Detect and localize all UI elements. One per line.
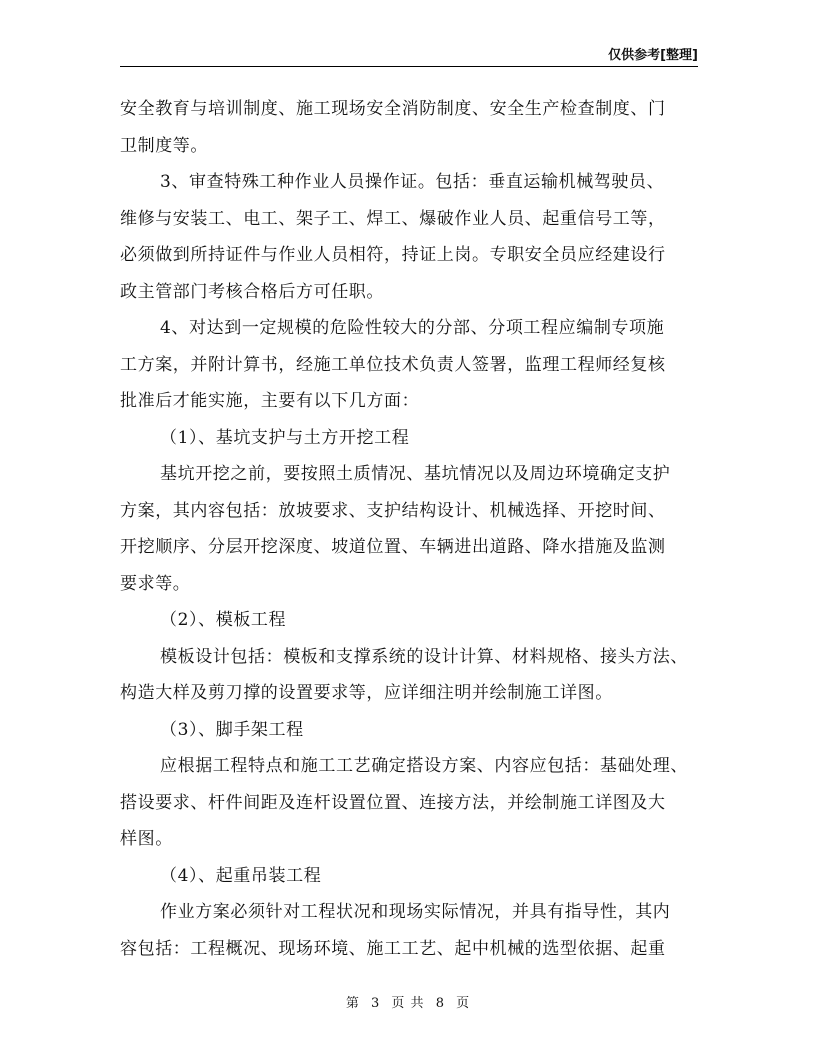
page-header — [120, 44, 698, 67]
text-line: 安全教育与培训制度、施工现场安全消防制度、安全生产检查制度、门 — [120, 99, 666, 119]
text-line: 开挖顺序、分层开挖深度、坡道位置、车辆进出道路、降水措施及监测 — [120, 537, 666, 557]
text-line: 政主管部门考核合格后方可任职。 — [120, 281, 384, 302]
footer-prefix: 第 — [345, 996, 360, 1011]
document-body — [120, 91, 700, 967]
text-line: 要求等。 — [120, 573, 191, 594]
text-line: 容包括：工程概况、现场环境、施工工艺、起中机械的选型依据、起重 — [120, 938, 666, 959]
numbered-paragraph-3: 3、审查特殊工种作业人员操作证。包括：垂直运输机械驾驶员、 — [160, 172, 665, 192]
text-line: 应根据工程特点和施工工艺确定搭设方案、内容应包括：基础处理、 — [160, 756, 688, 776]
current-page-number: 3 — [371, 996, 381, 1011]
text-line: 方案，其内容包括：放坡要求、支护结构设计、机械选择、开挖时间、 — [120, 500, 666, 521]
numbered-paragraph-4: 4、对达到一定规模的危险性较大的分部、分项工程应编制专项施 — [160, 318, 665, 338]
section-heading-4: （4）、起重吊装工程 — [160, 865, 322, 886]
text-line: 卫制度等。 — [120, 135, 208, 156]
total-pages-number: 8 — [435, 996, 445, 1011]
section-heading-3: （3）、脚手架工程 — [160, 719, 304, 740]
header-text: 仅供参考[整理] — [608, 48, 698, 63]
footer-suffix: 页 — [456, 996, 471, 1011]
text-line: 工方案，并附计算书，经施工单位技术负责人签署，监理工程师经复核 — [120, 354, 666, 375]
text-line: 模板设计包括：模板和支撑系统的设计计算、材料规格、接头方法、 — [160, 646, 688, 667]
text-line: 批准后才能实施，主要有以下几方面： — [120, 391, 420, 411]
text-line: 基坑开挖之前，要按照土质情况、基坑情况以及周边环境确定支护 — [160, 464, 671, 484]
page-footer — [0, 992, 816, 1011]
section-heading-2: （2）、模板工程 — [160, 610, 287, 630]
text-line: 维修与安装工、电工、架子工、焊工、爆破作业人员、起重信号工等， — [120, 208, 666, 229]
text-line: 必须做到所持证件与作业人员相符，持证上岗。专职安全员应经建设行 — [120, 245, 666, 265]
text-line: 搭设要求、杆件间距及连杆设置位置、连接方法，并绘制施工详图及大 — [120, 792, 666, 813]
section-heading-1: （1）、基坑支护与土方开挖工程 — [160, 427, 410, 448]
text-line: 构造大样及剪刀撑的设置要求等，应详细注明并绘制施工详图。 — [120, 683, 613, 703]
text-line: 样图。 — [120, 829, 173, 849]
text-line: 作业方案必须针对工程状况和现场实际情况，并具有指导性，其内 — [160, 902, 671, 922]
footer-mid: 页 共 — [391, 996, 425, 1011]
